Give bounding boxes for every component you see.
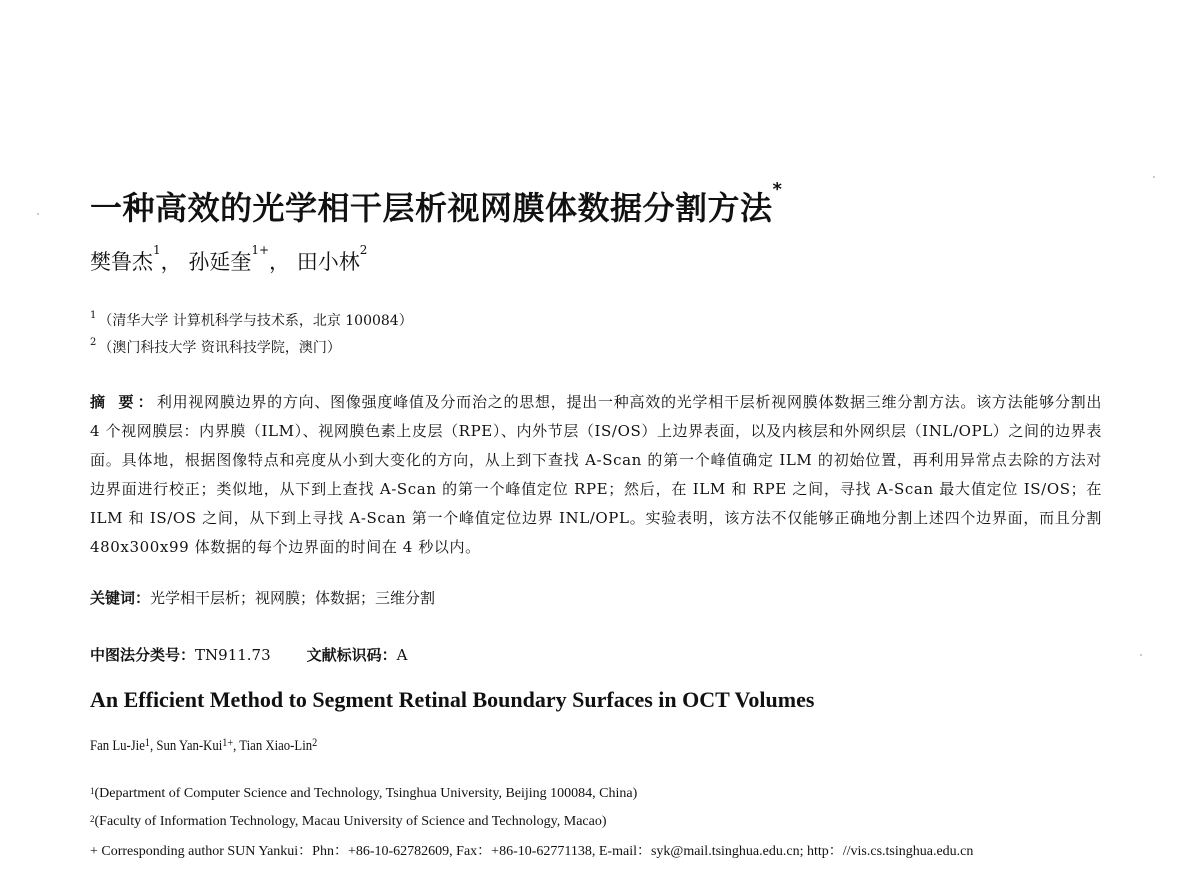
affiliation-en (90, 814, 607, 830)
author-sep: ， (269, 250, 291, 274)
author-zh-name: 孙延奎 (188, 250, 252, 274)
keywords-text: 光学相干层析；视网膜；体数据；三维分割 (150, 589, 436, 607)
author-en-name: Tian Xiao-Lin (239, 738, 313, 754)
abstract-text: 利用视网膜边界的方向、图像强度峰值及分而治之的思想，提出一种高效的光学相干层析视网膜体数据三维分割方法。该方法能够分割出 4 个视网膜层：内界膜（ILM）、视网膜色素上皮层（RPE）、内外节层（IS/OS）上边界表面，以及内核层和外网织层（INL/OPL）之间的边界表面。具体地，根据图像特点和亮度从小到大变化的方向，从上到下查找 A-Scan 的第一个峰值确定 ILM 的初始位置，再利用异常点去除的方法对边界面进行校正；类似地，从下到上查找 A-Scan 的第一个峰值定位 RPE；然后，在 ILM 和 RPE 之间，寻找 A-Scan 最大值定位 IS/OS；在 ILM 和 IS/OS 之间，从下到上寻找 A-Scan 第一个峰值定位边界 INL/OPL。实验表明，该方法不仅能够正确地分割上述四个边界面，而且分割 480x300x99 体数据的每个边界面的时间在 4 秒以内。 (90, 393, 1102, 556)
paper-title-en: An Efficient Method to Segment Retinal Boundary Surfaces in OCT Volumes (90, 687, 815, 712)
abstract-zh (90, 388, 1102, 562)
corresponding-author: + Corresponding author SUN Yankui：Phn：+86-10-62782609, Fax：+86-10-62771138, E-mail：syk@mail.tsinghua.edu.cn; http：//vis.cs.tsinghua.edu.cn (90, 844, 974, 859)
affiliation-zh-text: （清华大学 计算机科学与技术系，北京 100084） (98, 313, 413, 329)
affiliation-en-text: (Faculty of Information Technology, Macau University of Science and Technology, Macao) (94, 814, 607, 829)
author-zh-sup: 1 (153, 243, 161, 257)
author-zh-sup: 1+ (251, 243, 270, 257)
author-sep-en: , (149, 738, 157, 754)
keywords-zh (90, 587, 435, 608)
scan-speck (1153, 176, 1155, 178)
clc-value: TN911.73 (195, 646, 271, 664)
author-zh-name: 樊鲁杰 (90, 250, 153, 274)
author-zh-name: 田小林 (296, 250, 360, 274)
affiliation-en-sup: 2 (90, 814, 95, 824)
authors-zh (90, 243, 368, 276)
doc-code-value: A (396, 646, 408, 664)
affiliation-zh (90, 310, 413, 330)
title-footnote-mark: * (772, 179, 783, 200)
scan-speck (37, 213, 39, 215)
classification-line (90, 644, 408, 665)
author-en-name: Sun Yan-Kui (156, 738, 223, 754)
paper-title-zh-text: 一种高效的光学相干层析视网膜体数据分割方法 (90, 189, 773, 227)
author-zh-sup: 2 (359, 243, 368, 257)
author-en-sup: 1 (144, 735, 150, 749)
paper-title-zh (90, 179, 783, 229)
author-en-sup: 2 (312, 735, 318, 749)
affiliation-en-text: (Department of Computer Science and Technology, Tsinghua University, Beijing 100084, China) (94, 786, 638, 801)
author-en-sup: 1+ (222, 735, 234, 749)
affiliation-zh-sup: 1 (90, 310, 97, 321)
author-en-name: Fan Lu-Jie (90, 738, 145, 754)
affiliation-en-sup: 1 (90, 786, 95, 796)
author-sep: ， (160, 250, 182, 274)
affiliation-zh-sup: 2 (90, 337, 97, 348)
abstract-label: 摘 要： (90, 393, 157, 411)
authors-en (90, 735, 318, 755)
affiliation-zh-text: （澳门科技大学 资讯科技学院，澳门） (98, 340, 341, 356)
clc-label: 中图法分类号： (90, 646, 196, 664)
doc-code-label: 文献标识码： (306, 646, 397, 664)
scan-speck (1140, 654, 1142, 656)
affiliation-zh (90, 337, 341, 357)
affiliation-en (90, 786, 637, 802)
keywords-label: 关键词： (90, 589, 151, 607)
author-sep-en: , (233, 738, 240, 754)
